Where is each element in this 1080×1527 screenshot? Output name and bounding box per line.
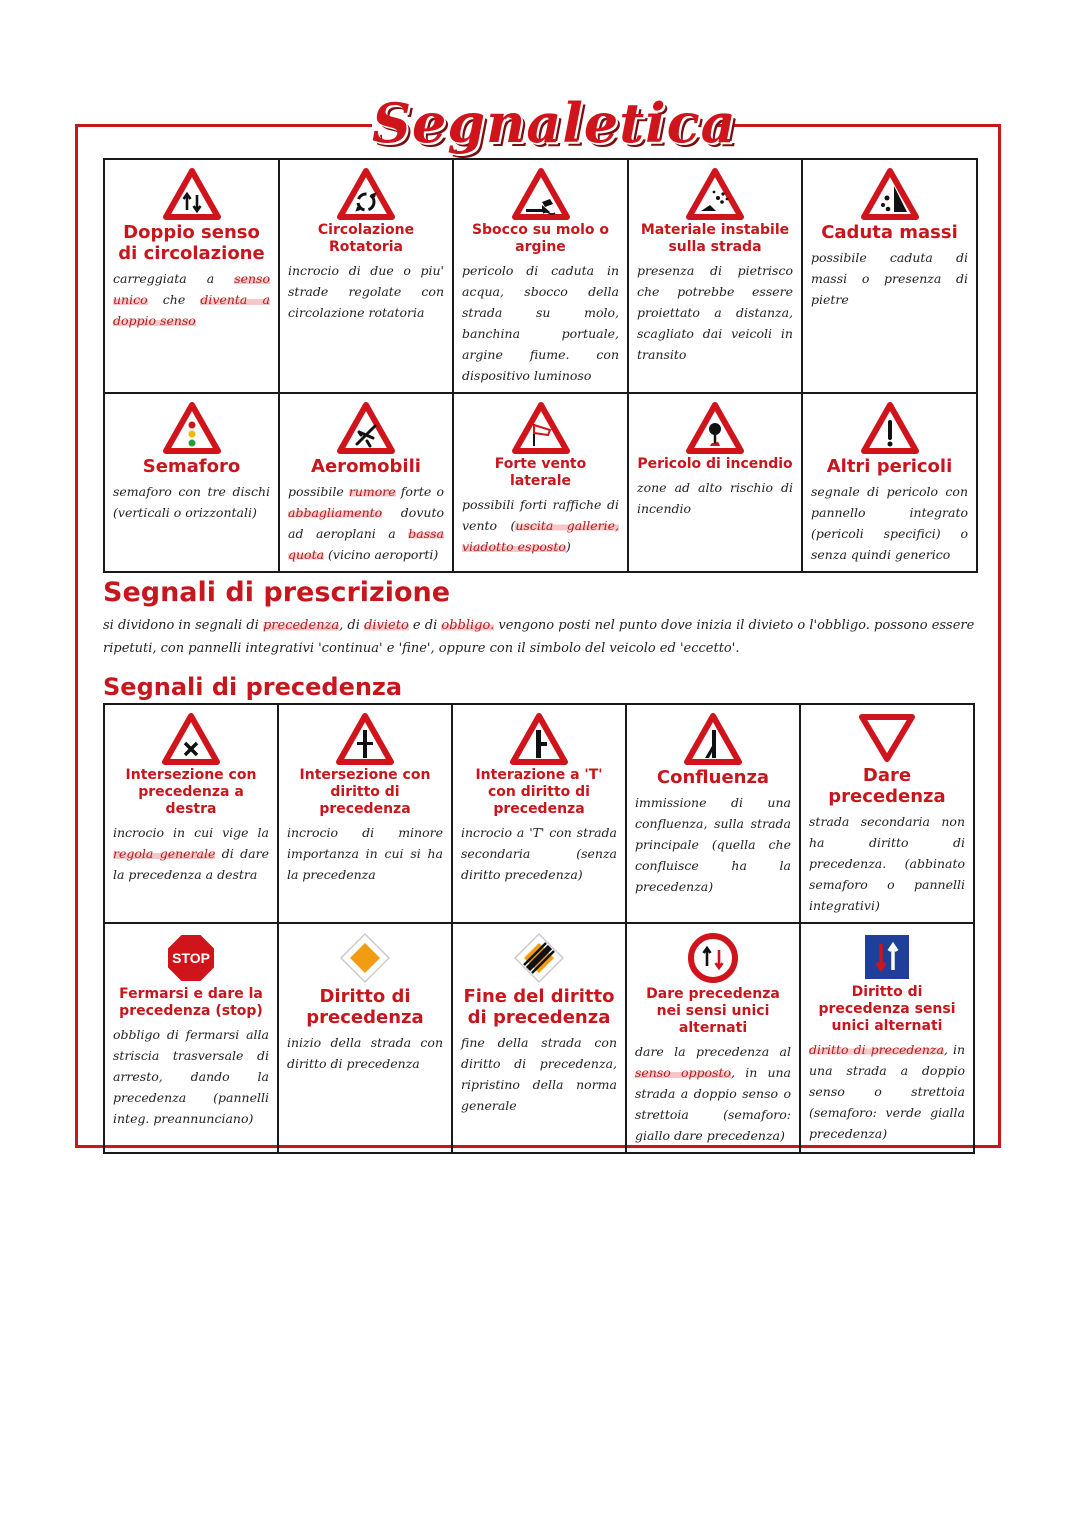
- sign-cell: [802, 159, 977, 393]
- sign-description: [811, 247, 968, 310]
- sign-cell: [628, 159, 802, 393]
- sign-description: [113, 481, 270, 523]
- text-segment: immissione di una confluenza, sulla strada principale (quella che confluisce ha la precedenza): [635, 795, 791, 894]
- sign-name: Dare precedenza: [828, 765, 946, 807]
- text-segment: dare la precedenza al: [635, 1044, 791, 1059]
- highlighted-text: diritto di precedenza: [809, 1042, 944, 1057]
- text-segment: vengono posti nel punto dove inizia il divieto o l'obbligo. possono essere ripetuti, con pannelli integrativi 'continua' e 'fine', oppure con il simbolo del veicolo ed 'eccetto'.: [103, 618, 975, 656]
- right-of-way-intersection-sign-icon: [162, 713, 220, 765]
- text-segment: segnale di pericolo con pannello integrato (pericoli specifici) o senza quindi generico: [811, 484, 968, 562]
- text-segment: incrocio di minore importanza in cui si ha la precedenza: [287, 825, 443, 882]
- text-segment: (vicino aeroporti): [324, 547, 439, 562]
- text-segment: zone ad alto rischio di incendio: [637, 480, 793, 516]
- sign-description: [461, 822, 617, 885]
- highlighted-text: senso unico: [113, 271, 270, 307]
- text-segment: forte o: [395, 484, 444, 499]
- sign-cell: [802, 393, 977, 572]
- sign-name: Fermarsi e dare la precedenza (stop): [119, 986, 263, 1019]
- sign-description: [113, 1024, 269, 1129]
- sign-cell: [278, 923, 452, 1153]
- highlighted-text: uscita gallerie, viadotto esposto: [462, 518, 619, 554]
- fire-danger-sign-icon: [686, 402, 744, 454]
- give-way-sign-icon: [858, 713, 916, 763]
- sign-cell: [278, 704, 452, 923]
- sign-description: [809, 1039, 965, 1144]
- roundabout-sign-icon: [337, 168, 395, 220]
- sign-cell: [452, 704, 626, 923]
- text-segment: possibile: [288, 484, 349, 499]
- sign-cell: [104, 923, 278, 1153]
- sign-name: Forte vento laterale: [494, 456, 587, 489]
- stop-sign-text: STOP: [172, 950, 210, 966]
- sign-name: Pericolo di incendio: [637, 456, 793, 472]
- text-segment: dovuto ad aeroplani a: [288, 505, 444, 541]
- danger-signs-table: [103, 158, 978, 573]
- sign-name: Intersezione con diritto di precedenza: [299, 767, 431, 817]
- priority-road-sign-icon: [339, 932, 391, 984]
- end-priority-road-sign-icon: [513, 932, 565, 984]
- sign-cell: [279, 159, 453, 393]
- highlighted-text: abbagliamento: [288, 505, 383, 520]
- text-segment: incrocio a 'T' con strada secondaria (senza diritto precedenza): [461, 825, 617, 882]
- text-segment: semaforo con tre dischi (verticali o orizzontali): [113, 484, 270, 520]
- page-title: Segnaletica: [372, 91, 737, 155]
- text-segment: fine della strada con diritto di precedenza, ripristino della norma generale: [461, 1035, 617, 1113]
- prescription-heading: Segnali di prescrizione: [103, 577, 451, 608]
- text-segment: , in una strada a doppio senso o strettoia (semaforo: giallo dare precedenza): [635, 1065, 792, 1143]
- highlighted-text: senso opposto: [635, 1065, 732, 1080]
- text-segment: strada secondaria non ha diritto di precedenza. (abbinato semaforo o pannelli integrativi): [809, 814, 965, 913]
- sign-cell: [626, 923, 800, 1153]
- sign-description: [288, 481, 444, 565]
- text-segment: di dare la precedenza a destra: [113, 846, 269, 882]
- sign-description: [809, 811, 965, 916]
- sign-description: [635, 792, 791, 897]
- highlighted-text: rumore: [348, 484, 396, 499]
- sign-name: Sbocco su molo o argine: [471, 222, 610, 255]
- sign-cell: [800, 704, 974, 923]
- text-segment: ): [565, 539, 571, 554]
- sign-description: [288, 260, 444, 323]
- sign-description: [462, 260, 619, 386]
- sign-description: [461, 1032, 617, 1116]
- sign-name: Confluenza: [656, 767, 770, 788]
- sign-cell: [628, 393, 802, 572]
- text-segment: carreggiata a: [113, 271, 235, 286]
- traffic-light-sign-icon: [163, 402, 221, 454]
- sign-description: [637, 477, 793, 519]
- highlighted-text: precedenza: [262, 618, 340, 633]
- sign-description: [811, 481, 968, 565]
- sign-name: Diritto di precedenza sensi unici alternati: [818, 984, 956, 1034]
- text-segment: presenza di pietrisco che potrebbe essere proiettato a distanza, scagliato dai veicoli in transito: [637, 263, 793, 362]
- text-segment: e di: [408, 618, 442, 633]
- airplane-sign-icon: [337, 402, 395, 454]
- sign-name: Caduta massi: [821, 222, 958, 243]
- sign-cell: [104, 704, 278, 923]
- sign-name: Intersezione con precedenza a destra: [125, 767, 257, 817]
- sign-cell: [104, 393, 279, 572]
- priority-over-oncoming-sign-icon: [862, 932, 912, 982]
- quay-outlet-sign-icon: [512, 168, 570, 220]
- text-segment: che: [147, 292, 201, 307]
- stop-sign-icon: [165, 932, 217, 984]
- sign-description: [635, 1041, 791, 1146]
- sign-name: Aeromobili: [311, 456, 421, 477]
- text-segment: incrocio di due o piu' strade regolate con circolazione rotatoria: [288, 263, 444, 320]
- priority-intersection-sign-icon: [336, 713, 394, 765]
- sign-name: Diritto di precedenza: [306, 986, 424, 1028]
- crosswind-sign-icon: [512, 402, 570, 454]
- text-segment: pericolo di caduta in acqua, sbocco della strada su molo, banchina portuale, argine fiume. con dispositivo luminoso: [462, 263, 619, 383]
- prescription-text: [103, 614, 976, 660]
- t-junction-sign-icon: [510, 713, 568, 765]
- text-segment: , di: [339, 618, 365, 633]
- text-segment: possibili forti raffiche di vento (: [462, 497, 619, 533]
- sign-name: Circolazione Rotatoria: [317, 222, 415, 255]
- sign-description: [287, 822, 443, 885]
- merge-sign-icon: [684, 713, 742, 765]
- title-banner: [372, 86, 737, 160]
- highlighted-text: regola generale: [113, 846, 216, 861]
- other-dangers-sign-icon: [861, 402, 919, 454]
- text-segment: inizio della strada con diritto di precedenza: [287, 1035, 443, 1071]
- sign-name: Doppio senso di circolazione: [118, 222, 265, 264]
- sign-cell: [104, 159, 279, 393]
- sign-description: [462, 494, 619, 557]
- text-segment: obbligo di fermarsi alla striscia trasversale di arresto, dando la precedenza (pannelli integ. preannunciano): [113, 1027, 269, 1126]
- sign-name: Altri pericoli: [826, 456, 953, 477]
- sign-description: [287, 1032, 443, 1074]
- precedence-signs-table: [103, 703, 975, 1154]
- sign-name: Dare precedenza nei sensi unici alternati: [646, 986, 780, 1036]
- sign-cell: [452, 923, 626, 1153]
- text-segment: possibile caduta di massi o presenza di pietre: [811, 250, 968, 307]
- sign-cell: [279, 393, 453, 572]
- sign-cell: [453, 159, 628, 393]
- sign-cell: [800, 923, 974, 1153]
- sign-name: Interazione a 'T' con diritto di precedenza: [475, 767, 603, 817]
- highlighted-text: diventa a doppio senso: [113, 292, 270, 328]
- highlighted-text: bassa quota: [288, 526, 444, 562]
- sign-name: Fine del diritto di precedenza: [463, 986, 615, 1028]
- highlighted-text: obbligo.: [441, 618, 495, 633]
- text-segment: si dividono in segnali di: [103, 618, 263, 633]
- loose-gravel-sign-icon: [686, 168, 744, 220]
- text-segment: incrocio in cui vige la: [113, 825, 269, 840]
- falling-rocks-sign-icon: [861, 168, 919, 220]
- precedence-heading: Segnali di precedenza: [103, 673, 403, 701]
- sign-description: [637, 260, 793, 365]
- give-way-oncoming-sign-icon: [687, 932, 739, 984]
- sign-cell: [453, 393, 628, 572]
- two-way-traffic-sign-icon: [163, 168, 221, 220]
- sign-name: Semaforo: [142, 456, 241, 477]
- sign-description: [113, 268, 270, 331]
- sign-name: Materiale instabile sulla strada: [640, 222, 790, 255]
- sign-cell: [626, 704, 800, 923]
- highlighted-text: divieto: [364, 618, 409, 633]
- text-segment: , in una strada a doppio senso o strettoia (semaforo: verde gialla precedenza): [809, 1042, 965, 1141]
- sign-description: [113, 822, 269, 885]
